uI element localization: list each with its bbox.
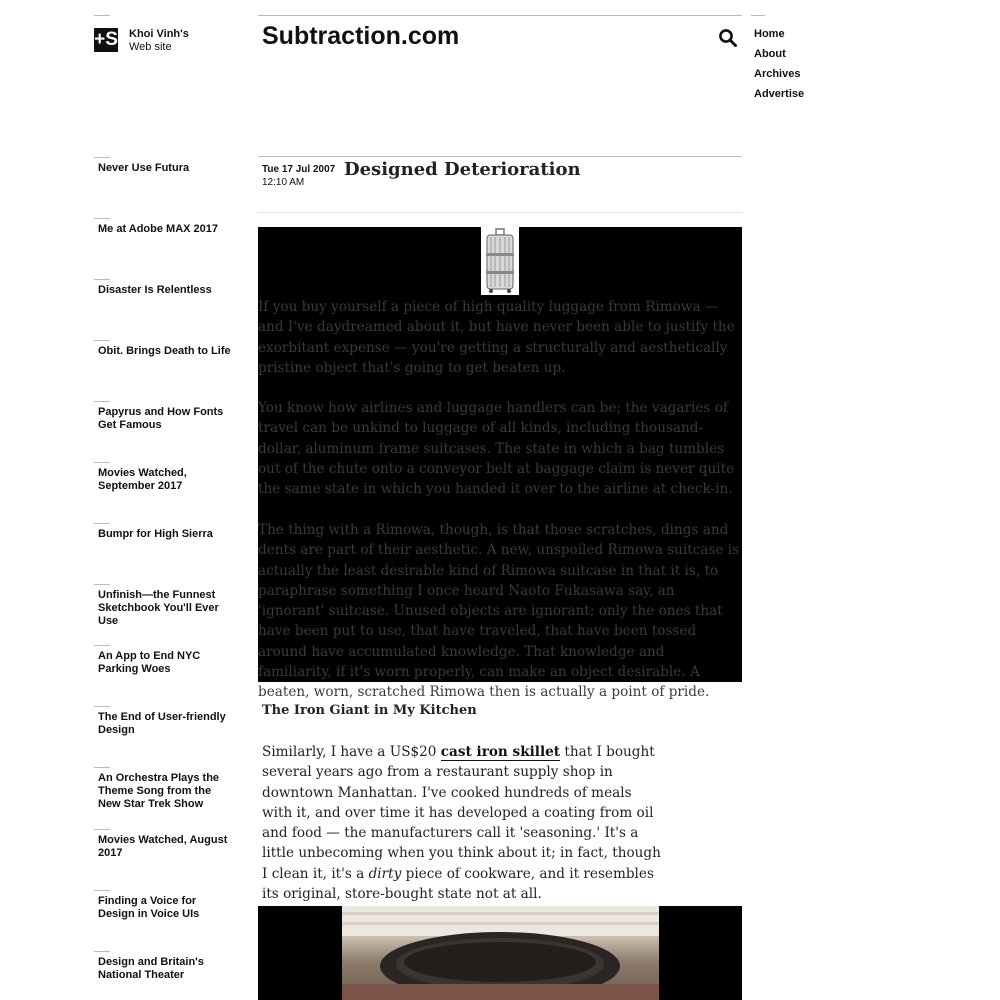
divider bbox=[94, 279, 110, 280]
divider bbox=[94, 767, 110, 768]
sidebar-item[interactable] bbox=[94, 834, 234, 860]
rule-top-right bbox=[751, 15, 765, 16]
divider bbox=[94, 218, 110, 219]
paragraph-text: The thing with a Rimowa, though, is that those scratches, dings and dents are part of their aesthetic. A new, unspoiled Rimowa suitcase is actually the least desirable kind of Rimowa suitcase in that it is, to paraphrase something I once heard Naoto Fukasawa say, an 'ignorant' suitcase. Unused objects are ignorant; only the ones that have been put to use, that have traveled, that have been tossed around have accumulated knowledge. That knowledge and familiarity, if it's worn properly, can make an object desirable. A beaten, worn, scratched Rimowa then is actually a point of pride. bbox=[258, 522, 740, 701]
sidebar-item-label[interactable]: Design and Britain's National Theater bbox=[98, 956, 204, 981]
sidebar-item[interactable] bbox=[94, 284, 234, 297]
site-name-line2: Web site bbox=[129, 41, 172, 53]
sidebar-item[interactable] bbox=[94, 772, 234, 811]
sidebar-item[interactable] bbox=[94, 406, 234, 432]
section-subhead: The Iron Giant in My Kitchen bbox=[262, 703, 477, 718]
emphasis-text: dirty bbox=[368, 865, 402, 882]
paragraph-text: If you buy yourself a piece of high quality luggage from Rimowa — and I've daydreamed about it, but have never been able to justify the exorbitant expense — you're getting a structurally and aesthetically pristine object that's going to get beaten up. bbox=[258, 299, 735, 376]
article-paragraph-4 bbox=[262, 742, 662, 904]
paragraph-text: piece of cookware, and it resembles its original, store-bought state not at all. bbox=[262, 865, 654, 903]
skillet-photo bbox=[258, 906, 742, 1000]
sidebar-item[interactable] bbox=[94, 223, 234, 236]
post-date-day: Tue 17 Jul 2007 bbox=[262, 164, 336, 175]
sidebar-item[interactable] bbox=[94, 162, 234, 175]
divider bbox=[94, 523, 110, 524]
divider bbox=[94, 157, 110, 158]
nav-advertise[interactable]: Advertise bbox=[754, 88, 805, 100]
sidebar-item-label[interactable]: Movies Watched, August 2017 bbox=[98, 834, 228, 859]
article-intro-block bbox=[258, 227, 742, 701]
divider bbox=[94, 340, 110, 341]
luggage-image bbox=[481, 227, 519, 295]
cast-iron-skillet-link[interactable]: cast iron skillet bbox=[440, 744, 561, 760]
divider bbox=[94, 829, 110, 830]
post-title: Designed Deterioration bbox=[344, 159, 581, 180]
sidebar-item-label[interactable]: Movies Watched, September 2017 bbox=[98, 467, 187, 492]
sidebar-item[interactable] bbox=[94, 956, 234, 982]
paragraph-text: You know how airlines and luggage handlers can be; the vagaries of travel can be unkind to luggage of all kinds, including thousand-dollar, aluminum frame suitcases. The state in which a bag tumbles out of the chute onto a conveyor belt at baggage claim is never quite the same state in which you handed it over to the airline at check-in. bbox=[258, 400, 735, 498]
nav-about[interactable]: About bbox=[754, 48, 786, 60]
article-paragraph-3 bbox=[258, 520, 742, 703]
site-title[interactable]: Subtraction.com bbox=[262, 22, 460, 50]
rule-top-main bbox=[258, 15, 742, 16]
article-paragraph-1 bbox=[258, 297, 742, 378]
top-nav bbox=[754, 28, 804, 108]
divider bbox=[94, 584, 110, 585]
sidebar-item-label[interactable]: Never Use Futura bbox=[98, 162, 190, 174]
sidebar-item[interactable] bbox=[94, 589, 234, 628]
site-name-line1: Khoi Vinh's bbox=[129, 28, 189, 40]
sidebar-item-label[interactable]: An Orchestra Plays the Theme Song from the New Star Trek Show bbox=[98, 772, 220, 810]
sidebar-item[interactable] bbox=[94, 528, 234, 541]
paragraph-text: that I bought several years ago from a restaurant supply shop in downtown Manhattan. I've cooked hundreds of meals with it, and over time it has developed a coating from oil and food — the manufacturers call it 'seasoning.' It's a little unbecoming when you think about it; in fact, though I clean it, it's a bbox=[262, 744, 661, 882]
divider bbox=[94, 462, 110, 463]
article-paragraph-2 bbox=[258, 398, 742, 499]
sidebar-item[interactable] bbox=[94, 711, 234, 737]
sidebar-item-label[interactable]: Finding a Voice for Design in Voice UIs bbox=[98, 895, 200, 920]
divider bbox=[94, 951, 110, 952]
sidebar-item-label[interactable]: The End of User-friendly Design bbox=[98, 711, 226, 736]
sidebar-item[interactable] bbox=[94, 650, 234, 676]
rule-post-top bbox=[258, 156, 742, 157]
sidebar-item[interactable] bbox=[94, 345, 234, 358]
skillet-photo-image bbox=[342, 906, 659, 1000]
nav-home[interactable]: Home bbox=[754, 28, 785, 40]
rule-top-left bbox=[94, 15, 110, 16]
divider bbox=[94, 401, 110, 402]
divider bbox=[94, 706, 110, 707]
search-icon[interactable] bbox=[718, 28, 738, 48]
sidebar-item-label[interactable]: Unfinish—the Funnest Sketchbook You'll Ever Use bbox=[98, 589, 219, 627]
sidebar-item-label[interactable]: An App to End NYC Parking Woes bbox=[98, 650, 201, 675]
sidebar-item-label[interactable]: Disaster Is Relentless bbox=[98, 284, 212, 296]
nav-archives[interactable]: Archives bbox=[754, 68, 801, 80]
site-name bbox=[129, 28, 189, 54]
sidebar-item-label[interactable]: Me at Adobe MAX 2017 bbox=[98, 223, 219, 235]
rule-post-header-bottom bbox=[258, 212, 742, 213]
divider bbox=[94, 645, 110, 646]
sidebar-item[interactable] bbox=[94, 895, 234, 921]
post-date bbox=[262, 163, 335, 189]
site-logo[interactable]: +S bbox=[94, 29, 118, 50]
post-date-time: 12:10 AM bbox=[262, 177, 305, 188]
sidebar-item-label[interactable]: Papyrus and How Fonts Get Famous bbox=[98, 406, 224, 431]
sidebar-item-label[interactable]: Obit. Brings Death to Life bbox=[98, 345, 231, 357]
sidebar-item[interactable] bbox=[94, 467, 234, 493]
divider bbox=[94, 890, 110, 891]
sidebar-item-label[interactable]: Bumpr for High Sierra bbox=[98, 528, 213, 540]
paragraph-text: Similarly, I have a US$20 bbox=[262, 744, 441, 760]
